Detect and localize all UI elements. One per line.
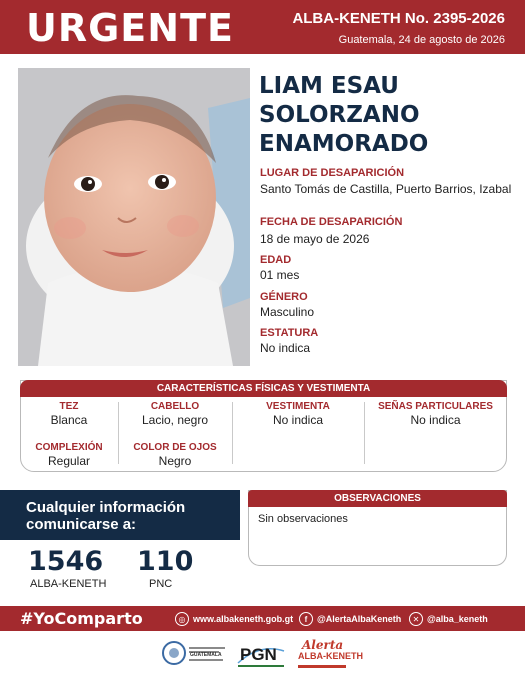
name-line: LIAM ESAU xyxy=(259,73,399,99)
height-label: ESTATURA xyxy=(260,327,319,339)
person-name xyxy=(259,72,509,159)
logo-underline xyxy=(298,665,346,668)
build-label: COMPLEXIÓN xyxy=(35,442,103,453)
hashtag[interactable]: #YoComparto xyxy=(20,609,143,628)
contact-line: comunicarse a: xyxy=(26,516,137,533)
eye-color-value: Negro xyxy=(158,454,192,468)
height-value: No indica xyxy=(260,341,311,355)
alerta-albakeneth-logo xyxy=(298,639,363,668)
phone-number-albakeneth[interactable]: 1546 xyxy=(28,546,104,577)
contact-line: Cualquier información xyxy=(26,499,186,516)
pgn-logo xyxy=(236,641,286,674)
pgn-text: PGN xyxy=(240,645,277,664)
clothing-label: VESTIMENTA xyxy=(266,401,330,412)
marks-value: No indica xyxy=(410,413,461,427)
phone-label-pnc: PNC xyxy=(149,578,173,590)
issue-date: Guatemala, 24 de agosto de 2026 xyxy=(338,34,505,46)
observations-text: Sin observaciones xyxy=(258,513,348,525)
albakeneth-text: ALBA-KENETH xyxy=(298,651,363,661)
date-value: 18 de mayo de 2026 xyxy=(260,232,370,246)
phone-number-pnc[interactable]: 110 xyxy=(137,546,194,577)
eye-color-label: COLOR DE OJOS xyxy=(133,442,217,453)
tez-value: Blanca xyxy=(50,413,88,427)
case-number: ALBA-KENETH No. 2395-2026 xyxy=(292,10,505,27)
x-text: @alba_keneth xyxy=(427,614,488,624)
tez-label: TEZ xyxy=(59,401,79,412)
contact-banner xyxy=(0,490,240,540)
place-value: Santo Tomás de Castilla, Puerto Barrios, Izabal xyxy=(260,182,512,196)
alert-title: URGENTE xyxy=(26,6,234,50)
clothing-value: No indica xyxy=(272,413,324,427)
x-link[interactable] xyxy=(409,611,488,627)
gender-value: Masculino xyxy=(260,305,315,319)
name-line: SOLORZANO xyxy=(259,102,420,128)
missing-person-photo xyxy=(18,68,250,366)
facebook-icon: f xyxy=(299,612,313,626)
build-value: Regular xyxy=(47,454,91,468)
characteristics-heading: CARACTERÍSTICAS FÍSICAS Y VESTIMENTA xyxy=(20,380,507,397)
website-link[interactable] xyxy=(175,611,293,627)
guatemala-government-logo xyxy=(162,638,228,673)
date-label: FECHA DE DESAPARICIÓN xyxy=(260,216,403,228)
phone-label-albakeneth: ALBA-KENETH xyxy=(30,578,107,590)
globe-icon: ◎ xyxy=(175,612,189,626)
place-label: LUGAR DE DESAPARICIÓN xyxy=(260,167,405,179)
hair-value: Lacio, negro xyxy=(141,413,209,427)
guatemala-text: GUATEMALA xyxy=(190,652,222,658)
hair-label: CABELLO xyxy=(150,401,200,412)
age-value: 01 mes xyxy=(260,268,300,282)
marks-label: SEÑAS PARTICULARES xyxy=(378,401,493,412)
alerta-text: Alerta xyxy=(302,638,344,652)
observations-heading: OBSERVACIONES xyxy=(248,490,507,507)
facebook-text: @AlertaAlbaKeneth xyxy=(317,614,402,624)
age-label: EDAD xyxy=(260,254,292,266)
gender-label: GÉNERO xyxy=(260,291,308,303)
website-text: www.albakeneth.gob.gt xyxy=(193,614,294,624)
x-icon: ✕ xyxy=(409,612,423,626)
facebook-link[interactable] xyxy=(299,611,401,627)
name-line: ENAMORADO xyxy=(259,131,429,157)
